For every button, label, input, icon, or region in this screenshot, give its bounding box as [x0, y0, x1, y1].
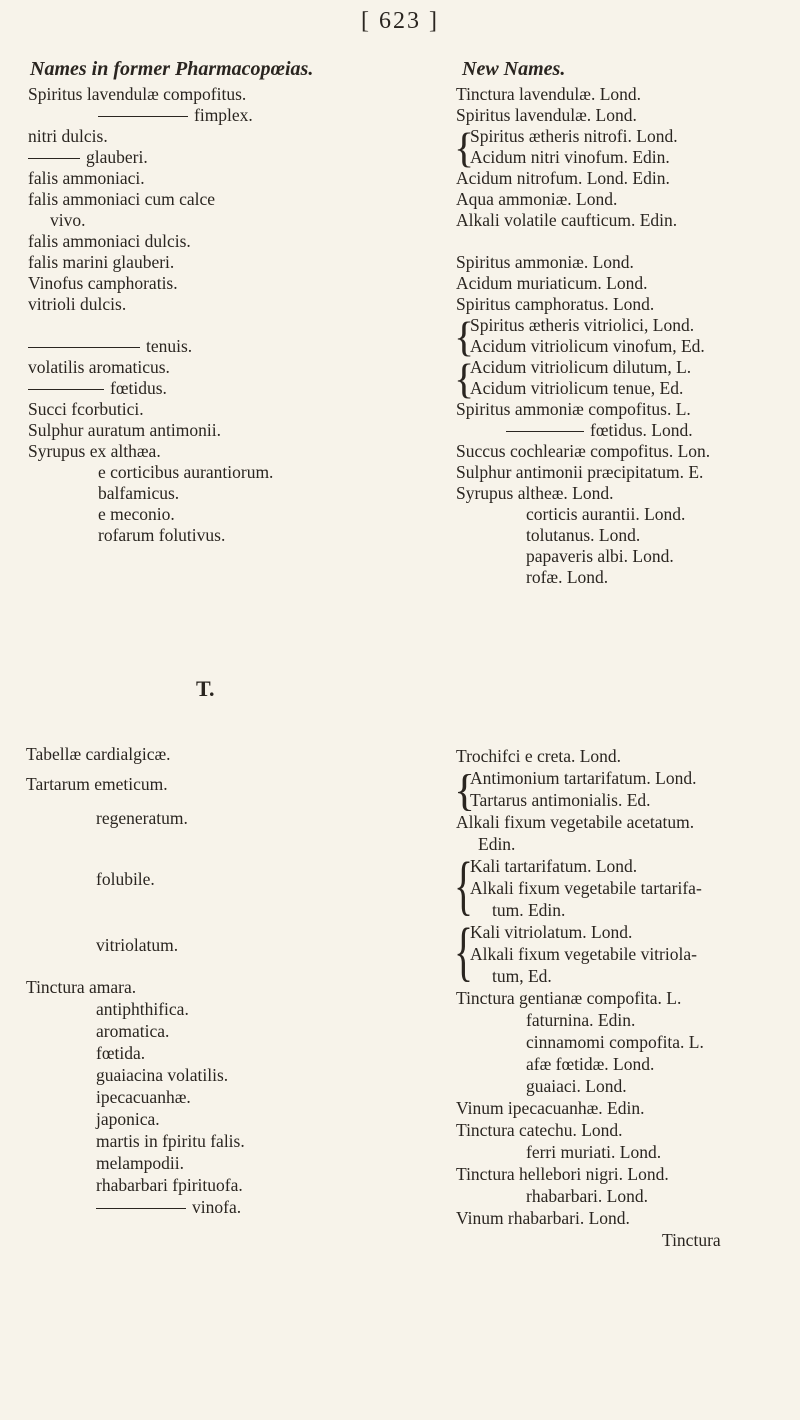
entry-line — [456, 833, 796, 855]
entry-text: afæ fœtidæ. Lond. — [526, 1054, 655, 1074]
entry-line — [28, 504, 388, 525]
entry-text: Alkali fixum vegetabile tartarifa- — [470, 878, 702, 898]
ditto-dash — [28, 389, 104, 390]
entry-text: Sulphur auratum antimonii. — [28, 420, 221, 440]
entry-text: glauberi. — [86, 147, 148, 167]
entry-line — [456, 1053, 796, 1075]
entry-line — [28, 84, 388, 105]
entry-line — [456, 105, 796, 126]
entry-text: papaveris albi. Lond. — [526, 546, 674, 566]
entry-line — [28, 105, 388, 126]
entry-line — [28, 378, 388, 399]
entry-line — [26, 868, 155, 890]
entry-line — [26, 1130, 245, 1152]
entry-line — [26, 743, 171, 765]
entry-line — [456, 231, 796, 252]
entry-line — [28, 525, 388, 546]
entry-line — [28, 189, 388, 210]
entry-line — [456, 1141, 796, 1163]
entry-text: folubile. — [96, 869, 155, 889]
ditto-dash — [506, 431, 584, 432]
entry-line — [456, 1207, 796, 1229]
entry-text: Spiritus lavendulæ compofitus. — [28, 84, 247, 104]
entry-text: Succus cochleariæ compofitus. Lon. — [456, 441, 711, 461]
entry-text: Edin. — [478, 834, 516, 854]
entry-text: rhabarbari fpirituofa. — [96, 1175, 243, 1195]
entry-text: Antimonium tartarifatum. Lond. — [470, 768, 697, 788]
entry-text: Sulphur antimonii præcipitatum. E. — [456, 462, 704, 482]
entry-line — [28, 210, 388, 231]
entry-line — [456, 1031, 796, 1053]
section-letter: T. — [196, 676, 215, 701]
entry-text: corticis aurantii. Lond. — [526, 504, 686, 524]
brace-mark: { — [454, 766, 476, 815]
entry-text: Aqua ammoniæ. Lond. — [456, 189, 618, 209]
entry-line — [456, 1097, 796, 1119]
ditto-dash — [98, 116, 188, 117]
entry-line — [28, 357, 388, 378]
entry-line — [26, 1042, 145, 1064]
entry-line — [456, 273, 796, 294]
entry-line — [456, 189, 796, 210]
brace-mark: { — [454, 126, 475, 172]
entry-text: ipecacuanhæ. — [96, 1087, 191, 1107]
entry-line — [456, 943, 796, 965]
entry-text: fœtidus. — [110, 378, 167, 398]
entry-text: martis in fpiritu falis. — [96, 1131, 245, 1151]
entry-line — [456, 84, 796, 105]
entry-line — [456, 811, 796, 833]
entry-text: japonica. — [96, 1109, 160, 1129]
entry-line — [456, 336, 796, 357]
entry-text: antiphthifica. — [96, 999, 189, 1019]
entry-line — [456, 567, 796, 588]
entry-line — [456, 789, 796, 811]
entry-text: Tinctura amara. — [26, 977, 137, 997]
entry-line — [456, 168, 796, 189]
entry-line — [28, 420, 388, 441]
entry-line — [28, 462, 388, 483]
entry-line — [456, 420, 796, 441]
entry-line — [456, 546, 796, 567]
entry-line — [26, 807, 188, 829]
entry-line — [456, 1163, 796, 1185]
entry-line — [456, 965, 796, 987]
entry-text: Tartarum emeticum. — [26, 774, 168, 794]
entry-line — [28, 483, 388, 504]
entry-text: Spiritus ætheris vitriolici, Lond. — [470, 315, 695, 335]
entry-text: Kali vitriolatum. Lond. — [470, 922, 633, 942]
entry-line — [26, 976, 136, 998]
entry-text: rhabarbari. Lond. — [526, 1186, 648, 1206]
entry-line — [26, 934, 178, 956]
entry-text: Tinctura lavendulæ. Lond. — [456, 84, 642, 104]
entry-line — [456, 378, 796, 399]
entry-line — [456, 294, 796, 315]
entry-text: rofæ. Lond. — [526, 567, 609, 587]
entry-line — [456, 504, 796, 525]
entry-text: fœtidus. Lond. — [590, 420, 693, 440]
entry-text: guaiacina volatilis. — [96, 1065, 229, 1085]
page-number: [ 623 ] — [361, 8, 439, 34]
left-top-column — [28, 84, 388, 546]
brace-mark: { — [454, 357, 475, 403]
entry-text: Alkali volatile caufticum. Edin. — [456, 210, 678, 230]
entry-line — [456, 483, 796, 504]
entry-line — [28, 252, 388, 273]
entry-line — [26, 1152, 184, 1174]
entry-text: Spiritus ammoniæ. Lond. — [456, 252, 634, 272]
entry-line — [456, 441, 796, 462]
entry-text: melampodii. — [96, 1153, 184, 1173]
brace-mark: { — [454, 849, 474, 922]
right-bottom-column — [456, 745, 796, 1251]
entry-line — [456, 899, 796, 921]
entry-text: fœtida. — [96, 1043, 146, 1063]
entry-line — [28, 231, 388, 252]
brace-mark: { — [454, 915, 474, 988]
entry-line — [456, 745, 796, 767]
entry-line — [28, 273, 388, 294]
entry-line — [456, 1009, 796, 1031]
entry-line — [456, 1185, 796, 1207]
entry-text: Acidum vitriolicum dilutum, L. — [470, 357, 692, 377]
entry-line — [28, 126, 388, 147]
entry-text: Trochifci e creta. Lond. — [456, 746, 622, 766]
entry-line — [28, 147, 388, 168]
entry-text: e meconio. — [98, 504, 175, 524]
entry-line — [456, 462, 796, 483]
entry-line — [28, 168, 388, 189]
entry-text: Acidum vitriolicum tenue, Ed. — [470, 378, 684, 398]
entry-text: Tinctura catechu. Lond. — [456, 1120, 623, 1140]
entry-text: balfamicus. — [98, 483, 180, 503]
entry-text: Tinctura hellebori nigri. Lond. — [456, 1164, 669, 1184]
entry-line — [456, 1119, 796, 1141]
ditto-dash — [96, 1208, 186, 1209]
left-column-header: Names in former Pharmacopœias. — [30, 58, 314, 80]
entry-text: vitrioli dulcis. — [28, 294, 127, 314]
entry-text: Syrupus altheæ. Lond. — [456, 483, 614, 503]
entry-line — [456, 399, 796, 420]
entry-text: falis marini glauberi. — [28, 252, 175, 272]
entry-text: falis ammoniaci dulcis. — [28, 231, 191, 251]
entry-line — [26, 773, 168, 795]
entry-line — [26, 998, 189, 1020]
entry-text: Alkali fixum vegetabile acetatum. — [456, 812, 695, 832]
entry-text: nitri dulcis. — [28, 126, 108, 146]
entry-text: tum. Edin. — [492, 900, 566, 920]
entry-text: Acidum muriaticum. Lond. — [456, 273, 648, 293]
entry-text: fimplex. — [194, 105, 253, 125]
entry-text: vinofa. — [192, 1197, 242, 1217]
entry-line — [456, 1075, 796, 1097]
entry-text: falis ammoniaci. — [28, 168, 145, 188]
entry-text: Acidum nitri vinofum. Edin. — [470, 147, 670, 167]
entry-line — [456, 877, 796, 899]
entry-text: aromatica. — [96, 1021, 170, 1041]
entry-text: Spiritus ammoniæ compofitus. L. — [456, 399, 691, 419]
entry-text: Spiritus ætheris nitrofi. Lond. — [470, 126, 678, 146]
entry-text: volatilis aromaticus. — [28, 357, 170, 377]
entry-text: Vinum rhabarbari. Lond. — [456, 1208, 630, 1228]
entry-text: Tartarus antimonialis. Ed. — [470, 790, 651, 810]
entry-text: Tinctura — [662, 1230, 721, 1250]
entry-text: Acidum nitrofum. Lond. Edin. — [456, 168, 670, 188]
entry-line — [26, 1108, 160, 1130]
entry-line — [28, 399, 388, 420]
entry-text: Tabellæ cardialgicæ. — [26, 744, 171, 764]
entry-line — [456, 210, 796, 231]
ditto-dash — [28, 347, 140, 348]
entry-text: guaiaci. Lond. — [526, 1076, 627, 1096]
entry-text: tolutanus. Lond. — [526, 525, 641, 545]
entry-text: Spiritus camphoratus. Lond. — [456, 294, 655, 314]
entry-text: rofarum folutivus. — [98, 525, 226, 545]
entry-line — [26, 1020, 169, 1042]
ditto-dash — [28, 158, 80, 159]
entry-text: regeneratum. — [96, 808, 188, 828]
entry-line — [26, 1174, 243, 1196]
entry-text: vitriolatum. — [96, 935, 179, 955]
entry-text: Alkali fixum vegetabile vitriola- — [470, 944, 697, 964]
entry-text: Vinofus camphoratis. — [28, 273, 178, 293]
entry-text: Tinctura gentianæ compofita. L. — [456, 988, 682, 1008]
entry-line — [456, 525, 796, 546]
entry-line — [456, 147, 796, 168]
right-top-column — [456, 84, 796, 588]
entry-text: faturnina. Edin. — [526, 1010, 636, 1030]
entry-line — [456, 252, 796, 273]
entry-line — [456, 987, 796, 1009]
entry-text: Vinum ipecacuanhæ. Edin. — [456, 1098, 645, 1118]
right-column-header: New Names. — [462, 58, 566, 80]
entry-text: Acidum vitriolicum vinofum, Ed. — [470, 336, 705, 356]
entry-line — [28, 336, 388, 357]
entry-text: tum, Ed. — [492, 966, 552, 986]
entry-text: vivo. — [50, 210, 86, 230]
entry-text: tenuis. — [146, 336, 193, 356]
entry-text: Spiritus lavendulæ. Lond. — [456, 105, 637, 125]
entry-text: falis ammoniaci cum calce — [28, 189, 216, 209]
entry-text: cinnamomi compofita. L. — [526, 1032, 704, 1052]
entry-line — [28, 441, 388, 462]
entry-text: ferri muriati. Lond. — [526, 1142, 662, 1162]
brace-mark: { — [454, 315, 475, 361]
entry-text: Syrupus ex althæa. — [28, 441, 161, 461]
entry-text: Succi fcorbutici. — [28, 399, 144, 419]
entry-text: e corticibus aurantiorum. — [98, 462, 274, 482]
entry-line — [456, 1229, 796, 1251]
entry-line — [28, 294, 388, 315]
entry-line — [28, 315, 388, 336]
entry-line — [26, 1086, 191, 1108]
entry-line — [26, 1064, 228, 1086]
entry-text: Kali tartarifatum. Lond. — [470, 856, 638, 876]
entry-line — [26, 1196, 241, 1218]
